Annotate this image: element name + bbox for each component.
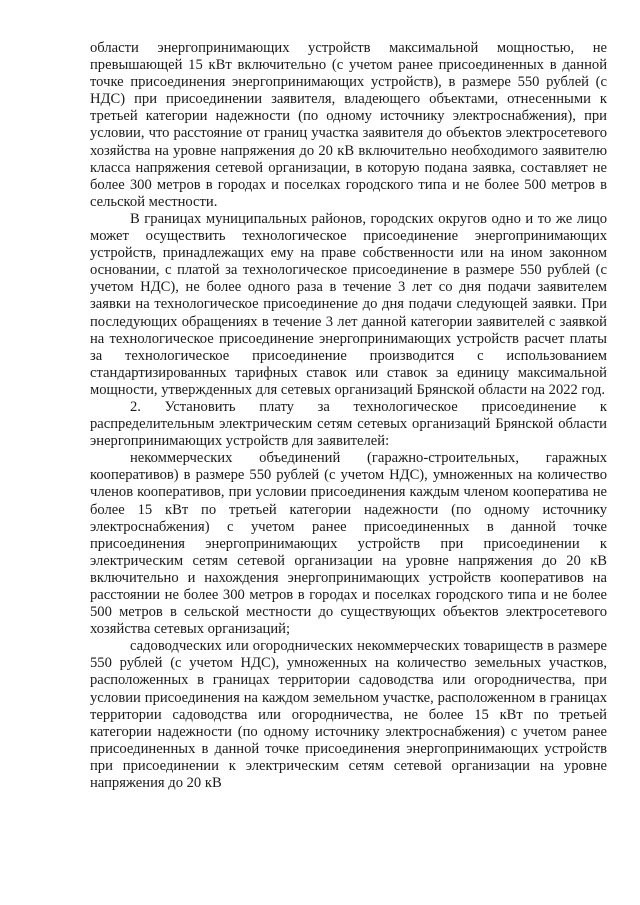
paragraph-municipal-limit: В границах муниципальных районов, городских округов одно и то же лицо может осуществить технологическое присоединение энергопринимающих устройств, принадлежащих ему на праве собственности или на ином законном основании, с платой за технологическое присоединение в размере 550 рублей (с учетом НДС), не более одного раза в течение 3 лет со дня подачи заявителем заявки на технологическое присоединение до дня подачи следующей заявки. При последующих обращениях в течение 3 лет данной категории заявителей с заявкой на технологическое присоединение энергопринимающих устройств расчет платы за технологическое присоединение производится с использованием стандартизированных тарифных ставок или ставок за единицу максимальной мощности, утвержденных для сетевых организаций Брянской области на 2022 год. — [90, 210, 607, 398]
paragraph-garden-partnerships: садоводческих или огороднических некоммерческих товариществ в размере 550 рублей (с учетом НДС), умноженных на количество земельных участков, расположенных в границах территории садоводства или огородничества, при условии присоединения на каждом земельном участке, расположенном в границах территории садоводства или огородничества, не более 15 кВт по третьей категории надежности (по одному источнику электроснабжения) с учетом ранее присоединенных в данной точке присоединения энергопринимающих устройств при присоединении к электрическим сетям сетевой организации на уровне напряжения до 20 кВ — [90, 638, 607, 792]
paragraph-cooperatives: некоммерческих объединений (гаражно-строительных, гаражных кооперативов) в размере 550 рублей (с учетом НДС), умноженных на количество членов кооперативов, при условии присоединения каждым членом кооператива не более 15 кВт по третьей категории надежности (по одному источнику электроснабжения) с учетом ранее присоединенных в данной точке присоединения энергопринимающих устройств при присоединении к электрическим сетям сетевой организации на уровне напряжения до 20 кВ включительно и нахождения энергопринимающих устройств кооперативов на расстоянии не более 300 метров в городах и поселках городского типа и не более 500 метров в сельской местности до существующих объектов электросетевого хозяйства сетевых организаций; — [90, 450, 607, 638]
document-page — [90, 40, 607, 792]
paragraph-continuation: области энергопринимающих устройств максимальной мощностью, не превышающей 15 кВт включительно (с учетом ранее присоединенных в данной точке присоединения энергопринимающих устройств), в размере 550 рублей (с НДС) при присоединении заявителя, владеющего объектами, отнесенными к третьей категории надежности (по одному источнику электроснабжения), при условии, что расстояние от границ участка заявителя до объектов электросетевого хозяйства на уровне напряжения до 20 кВ включительно необходимого заявителю класса напряжения сетевой организации, в которую подана заявка, составляет не более 300 метров в городах и поселках городского типа и не более 500 метров в сельской местности. — [90, 40, 607, 210]
paragraph-item-2: 2. Установить плату за технологическое присоединение к распределительным электрическим сетям сетевых организаций Брянской области энергопринимающих устройств для заявителей: — [90, 398, 607, 450]
